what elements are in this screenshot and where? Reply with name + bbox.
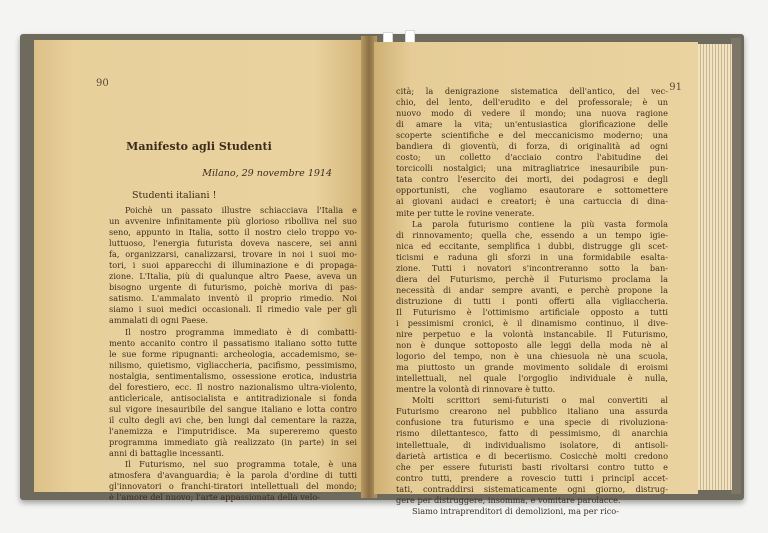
text-line: mentre la volontà di rinnovare è tutto. (396, 384, 556, 395)
text-line: Il Futurismo è l'ottimismo artificiale opposto a tutti (396, 306, 668, 317)
text-line: nostalgia, sentimentalismo, ossessione erotica, industria (109, 370, 357, 381)
text-line: chio, del lento, dell'erudito e del professorale; è un (396, 97, 668, 108)
text-line: bisogno urgente di futurismo, poichè moriva di pas- (109, 282, 357, 293)
left-page (34, 40, 364, 503)
text-line: di amare la vita; un'entusiastica glorificazione delle (396, 119, 668, 130)
text-line: confusione tra futurismo e una specie di rivoluziona- (396, 417, 668, 428)
text-line: ticismi e raduna gli sforzi in una formidabile esalta- (396, 251, 668, 262)
text-line: Molti scrittori semi-futuristi o mal convertiti al (412, 395, 668, 406)
text-line: Il Futurismo, nel suo programma totale, è una (125, 459, 357, 470)
text-line: opportunisti, che vogliamo esautorare e sottomettere (396, 185, 668, 196)
paragraph (109, 327, 357, 460)
text-line: nica ed eccitante, semplifica i dubbi, distrugge gli scet- (396, 240, 668, 251)
text-line: mite per tutte le rovine venerate. (396, 207, 535, 218)
body-text (109, 205, 357, 503)
manifesto-title: Manifesto agli Studenti (126, 140, 272, 153)
text-line: gl'innovatori o franchi-tiratori intellettuali del mondo; (109, 481, 357, 492)
book-cover-edge (731, 38, 741, 494)
text-line: tata contro l'esercito dei morti, dei podagrosi e degli (396, 174, 668, 185)
text-line: il culto degli avi che, ben lungi dal cementare la razza, (109, 414, 357, 425)
text-line: sul vigore inesauribile del sangue italiano e lotta contro (109, 403, 357, 414)
text-line: zione. Tutti i novatori s'incontreranno sotto la ban- (396, 262, 668, 273)
right-page (374, 42, 698, 516)
text-line: nilismo, quietismo, vigliaccheria, pacifismo, pessimismo, (109, 359, 357, 370)
text-line: luttuoso, l'energia futurista doveva nascere, sei anni (109, 238, 357, 249)
text-line: bandiera di gioventù, di forza, di originalità ad ogni (396, 141, 668, 152)
text-line: programma immediato già realizzato (in parte) in sei (109, 436, 357, 447)
paragraph (396, 219, 668, 396)
text-line: tori, i suoi apparecchi di illuminazione e di propaga- (109, 260, 357, 271)
text-line: rismo dilettantesco, fatto di pessimismo, di anarchia (396, 428, 668, 439)
page-edges (698, 44, 732, 490)
text-line: necessità di andar sempre avanti, e perchè propone la (396, 284, 668, 295)
text-line: tati, contraddirsi sistematicamente ogni giorno, distrug- (396, 483, 668, 494)
text-line: anni di battaglie incessanti. (109, 448, 225, 459)
text-line: zione. L'Italia, più di qualunque altro Paese, aveva un (109, 271, 357, 282)
text-line: torcicolli nostalgici; una mitragliatrice inesauribile pun- (396, 163, 668, 174)
text-line: di rinnovamento; quella che, essendo a un tempo igie- (396, 229, 668, 240)
text-line: non è dunque sottoposto alle leggi della moda nè al (396, 340, 668, 351)
text-line: Il nostro programma immediato è di combatti- (125, 326, 357, 337)
text-line: del forestiero, ecc. Il nostro nazionalismo ultra-violento, (109, 381, 357, 392)
text-line: atmosfera d'avanguardia; è la parola d'ordine di tutti (109, 470, 357, 481)
text-line: satismo. L'ammalato inventò il proprio rimedio. Noi (109, 293, 357, 304)
text-line: Futurismo crearono nel pubblico italiano una assurda (396, 406, 668, 417)
paragraph (396, 395, 668, 505)
dateline: Milano, 29 novembre 1914 (202, 168, 332, 179)
text-line: anticlericale, antisocialista e antitradizionale si fonda (109, 392, 357, 403)
text-line: diera del Futurismo, perchè il Futurismo proclama la (396, 273, 668, 284)
paragraph (109, 459, 357, 503)
text-line: ai giovani audaci e creatori; è una cartuccia di dina- (396, 196, 668, 207)
text-line: è l'amore del nuovo; l'arte appassionata della velo- (109, 492, 321, 503)
salutation: Studenti italiani ! (132, 190, 217, 201)
text-line: l'anemizza e l'imputridisce. Ma supereremo questo (109, 425, 357, 436)
text-line: nuovo modo di vedere il mondo; una nuova ragione (396, 108, 668, 119)
text-line: intellettuale, di individualismo isolatore, di antisoli- (396, 439, 668, 450)
body-text (396, 86, 668, 517)
text-line: intellettuali, nel quale l'orgoglio individuale è nulla, (396, 373, 668, 384)
text-line: scoperte scientifiche e del meccanicismo moderno; una (396, 130, 668, 141)
text-line: costo; un colletto d'acciaio contro l'abitudine dei (396, 152, 668, 163)
text-line: ma piuttosto un grande movimento solidale di eroismi (396, 362, 668, 373)
paragraph (109, 205, 357, 327)
text-line: darietà artistica e di beceriismo. Cosicchè molti credono (396, 450, 668, 461)
text-line: contro tutti, prendere a rovescio tutti i principî accet- (396, 472, 668, 483)
text-line: Poichè un passato illustre schiacciava l'Italia e (125, 205, 357, 215)
text-line: cità; la denigrazione sistematica dell'antico, del vec- (396, 86, 668, 96)
text-line: Siamo intraprenditori di demolizioni, ma per rico- (412, 505, 619, 516)
text-line: un avvenire infinitamente più glorioso ribolliva nel suo (109, 216, 357, 227)
text-line: ammalati di ogni Paese. (109, 315, 208, 326)
text-line: La parola futurismo contiene la più vasta formola (412, 218, 668, 229)
text-line: gere per distruggere, insomma, e vomitare parolacce. (396, 494, 621, 505)
text-line: siamo i suoi medici occasionali. Il rimedio vale per gli (109, 304, 357, 315)
paragraph (396, 86, 668, 219)
text-line: i pessimismi cronici, è il dinamismo continuo, il dive- (396, 317, 668, 328)
page-number: 90 (96, 78, 109, 89)
text-line: logorio del tempo, non è una chiesuola nè una scuola, (396, 351, 668, 362)
text-line: fa, organizzarsi, canalizzarsi, trovare in noi i suoi mo- (109, 249, 357, 260)
text-line: seno, appunto in Italia, sotto il nostro cielo troppo vo- (109, 227, 357, 238)
text-line: mento accanito contro il passatismo italiano sotto tutte (109, 337, 357, 348)
text-line: le sue forme ripugnanti: archeologia, accademismo, se- (109, 348, 357, 359)
paragraph (396, 506, 668, 517)
text-line: nire perpetuo e la volontà instancabile. Il Futurismo, (396, 329, 668, 340)
page-number: 91 (669, 82, 682, 93)
text-line: che per essere futuristi basti rivoltarsi contro tutto e (396, 461, 668, 472)
text-line: distruzione di tutti i ponti offerti alla vigliaccheria. (396, 295, 668, 306)
